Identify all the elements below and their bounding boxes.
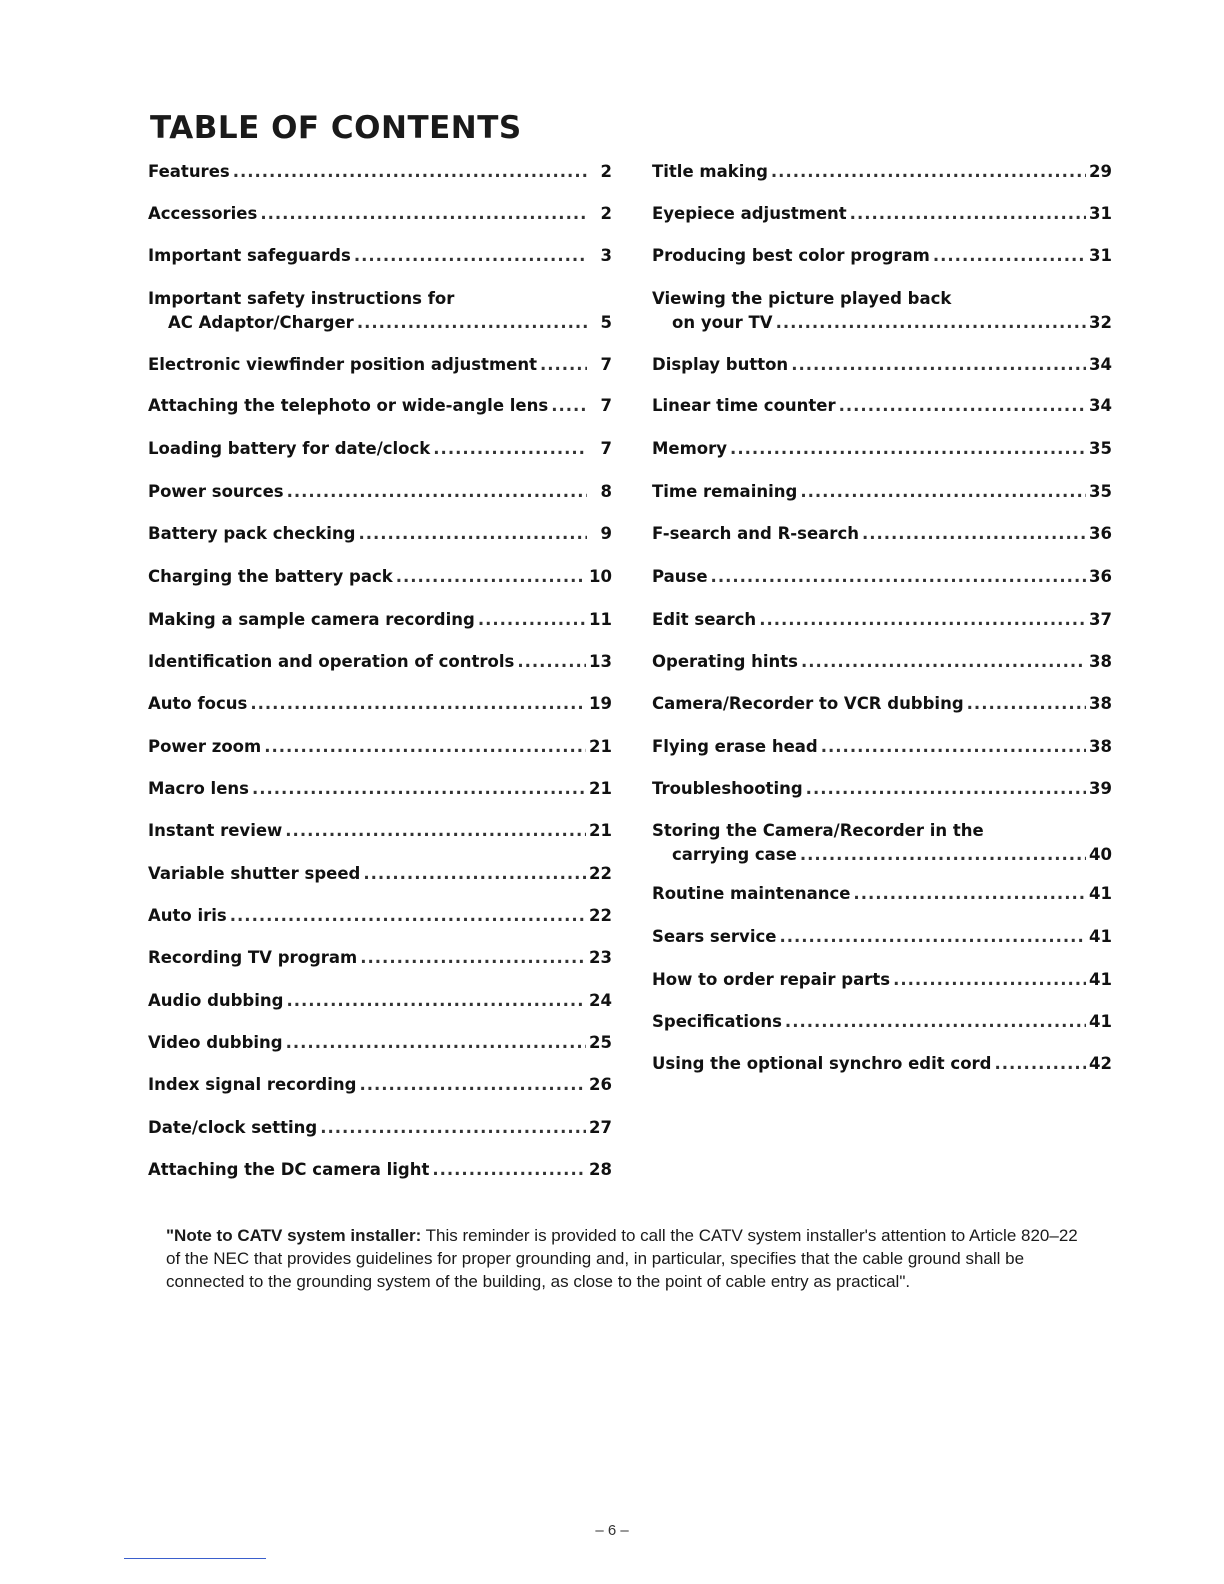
toc-entry [148,650,612,674]
toc-entry-title: Edit search [652,610,757,629]
toc-entry [652,160,1112,184]
toc-entry-line [148,480,612,504]
toc-entry-title: Features [148,162,230,181]
toc-entry-line [652,925,1112,949]
toc-entry-line [148,287,612,311]
toc-entry [148,1073,612,1097]
toc-entry-title: Specifications [652,1012,782,1031]
toc-entry-line [148,946,612,970]
toc-entry-line [148,1031,612,1055]
toc-entry-title: Attaching the DC camera light [148,1160,430,1179]
dot-leader [785,1010,1086,1034]
toc-entry-title: Video dubbing [148,1033,283,1052]
note-text: This reminder is provided to call the CATV system installer's attention to Article 820–22 of the NEC that provides guidelines for proper grounding and, in particular, specifies that the cable ground shall be connected to the grounding system of the building, as close to the point of cable entry as practical". [166,1226,1078,1291]
bottom-rule [124,1558,266,1559]
toc-entry-page: 22 [589,864,612,883]
toc-entry-page: 26 [589,1075,612,1094]
dot-leader [260,202,587,226]
dot-leader [287,480,587,504]
toc-entry-line [652,777,1112,801]
toc-entry-title: Sears service [652,927,777,946]
toc-entry-page: 41 [1089,884,1112,903]
toc-entry-title: Eyepiece adjustment [652,204,847,223]
toc-entry [148,819,612,843]
toc-entry-page: 38 [1089,737,1112,756]
toc-entry-title: Index signal recording [148,1075,357,1094]
dot-leader [711,565,1086,589]
toc-entry-page: 42 [1089,1054,1112,1073]
dot-leader [354,244,587,268]
toc-entry-title: Identification and operation of controls [148,652,515,671]
toc-entry-line [148,904,612,928]
toc-entry-page: 7 [600,396,612,415]
toc-entry [148,480,612,504]
toc-entry [652,202,1112,226]
toc-entry-page: 31 [1089,246,1112,265]
toc-entry-line [652,160,1112,184]
dot-leader [850,202,1086,226]
toc-entry-line [148,650,612,674]
toc-entry-title: carrying case [672,845,797,864]
toc-entry-title: Auto iris [148,906,227,925]
toc-entry-line [652,1052,1112,1076]
dot-leader [286,1031,586,1055]
page-title: TABLE OF CONTENTS [150,110,522,146]
toc-entry-page: 7 [600,439,612,458]
toc-entry-title: AC Adaptor/Charger [168,313,354,332]
toc-entry-line [148,394,612,418]
dot-leader [806,777,1086,801]
toc-entry-line [148,244,612,268]
toc-entry-title: F-search and R-search [652,524,859,543]
toc-entry-title: on your TV [672,313,773,332]
toc-entry-page: 2 [600,204,612,223]
toc-entry-line [652,244,1112,268]
toc-entry-title: Operating hints [652,652,799,671]
toc-entry-page: 38 [1089,694,1112,713]
toc-entry-title: Instant review [148,821,283,840]
toc-entry-title: Memory [652,439,728,458]
toc-entry-title: Important safety instructions for [148,289,455,308]
toc-entry [148,565,612,589]
note-label: "Note to CATV system installer: [166,1226,422,1245]
toc-entry-page: 5 [600,313,612,332]
toc-entry-title: Audio dubbing [148,991,284,1010]
toc-entry-title: Troubleshooting [652,779,803,798]
toc-entry-page: 39 [1089,779,1112,798]
toc-entry-line [652,480,1112,504]
toc-entry-line [652,819,1112,843]
toc-entry-page: 13 [589,652,612,671]
toc-entry-line [148,160,612,184]
toc-entry-title: Power zoom [148,737,262,756]
toc-entry-page: 41 [1089,927,1112,946]
toc-entry-line [148,202,612,226]
toc-entry [652,608,1112,632]
toc-entry-title: Accessories [148,204,258,223]
toc-entry-title: Time remaining [652,482,798,501]
dot-leader [994,1052,1086,1076]
dot-leader [862,522,1086,546]
toc-entry-line [148,862,612,886]
toc-entry [652,882,1112,906]
dot-leader [363,862,586,886]
toc-entry [148,287,612,335]
toc-entry-page: 22 [589,906,612,925]
toc-entry-title: Auto focus [148,694,248,713]
toc-entry [148,608,612,632]
toc-entry [652,394,1112,418]
toc-entry-line [148,353,612,377]
dot-leader [893,968,1086,992]
toc-entry [148,353,612,377]
toc-entry-line [148,522,612,546]
toc-entry-line [652,311,1112,335]
toc-entry [652,1052,1112,1076]
toc-entry [652,565,1112,589]
dot-leader [730,437,1086,461]
dot-leader [250,692,586,716]
toc-entry-page: 32 [1089,313,1112,332]
dot-leader [776,311,1086,335]
toc-entry-page: 7 [600,355,612,374]
toc-entry-line [148,1073,612,1097]
dot-leader [517,650,586,674]
toc-entry [652,692,1112,716]
toc-entry-page: 23 [589,948,612,967]
toc-entry-title: Producing best color program [652,246,930,265]
toc-entry-page: 27 [589,1118,612,1137]
toc-entry-line [148,692,612,716]
toc-entry-title: Electronic viewfinder position adjustment [148,355,537,374]
toc-entry-page: 19 [589,694,612,713]
catv-note [166,1224,1086,1293]
toc-entry-page: 28 [589,1160,612,1179]
toc-entry-page: 36 [1089,524,1112,543]
toc-entry [148,1158,612,1182]
toc-entry-page: 36 [1089,567,1112,586]
toc-entry-title: Linear time counter [652,396,836,415]
dot-leader [791,353,1086,377]
toc-entry [652,437,1112,461]
dot-leader [771,160,1086,184]
dot-leader [358,522,587,546]
toc-entry-line [148,1158,612,1182]
toc-entry [652,925,1112,949]
toc-entry-page: 41 [1089,1012,1112,1031]
toc-entry-line [652,735,1112,759]
toc-entry-title: How to order repair parts [652,970,891,989]
toc-entry [148,692,612,716]
toc-entry-line [652,650,1112,674]
toc-entry-title: Date/clock setting [148,1118,318,1137]
toc-entry [148,160,612,184]
toc-entry [148,394,612,418]
dot-leader [433,437,587,461]
toc-entry-page: 34 [1089,355,1112,374]
toc-entry-line [148,565,612,589]
dot-leader [233,160,587,184]
dot-leader [821,735,1086,759]
toc-entry-page: 31 [1089,204,1112,223]
toc-entry-title: Important safeguards [148,246,351,265]
toc-entry-page: 9 [600,524,612,543]
dot-leader [478,608,586,632]
dot-leader [230,904,586,928]
toc-entry [652,650,1112,674]
toc-entry-title: Charging the battery pack [148,567,393,586]
toc-entry-page: 41 [1089,970,1112,989]
dot-leader [853,882,1086,906]
toc-entry [652,735,1112,759]
toc-entry-title: Macro lens [148,779,249,798]
dot-leader [540,353,587,377]
toc-entry-title: Viewing the picture played back [652,289,952,308]
toc-entry [148,244,612,268]
toc-entry-page: 2 [600,162,612,181]
toc-entry-page: 21 [589,779,612,798]
toc-entry [652,353,1112,377]
toc-entry-line [148,608,612,632]
toc-entry [652,287,1112,335]
toc-entry-title: Storing the Camera/Recorder in the [652,821,984,840]
toc-entry [148,989,612,1013]
toc-entry-title: Attaching the telephoto or wide-angle lens [148,396,549,415]
toc-entry-title: Recording TV program [148,948,358,967]
toc-entry-page: 3 [600,246,612,265]
toc-entry-title: Loading battery for date/clock [148,439,431,458]
dot-leader [285,819,586,843]
toc-entry [148,1031,612,1055]
toc-entry-line [652,1010,1112,1034]
toc-entry-line [652,565,1112,589]
toc-entry [148,1116,612,1140]
toc-entry-line [148,989,612,1013]
toc-entry-line [148,735,612,759]
toc-entry-line [148,819,612,843]
toc-entry [652,522,1112,546]
toc-entry-title: Routine maintenance [652,884,851,903]
dot-leader [252,777,586,801]
toc-entry-line [652,437,1112,461]
toc-entry-line [652,394,1112,418]
toc-entry-page: 34 [1089,396,1112,415]
toc-entry-title: Flying erase head [652,737,818,756]
toc-entry-page: 38 [1089,652,1112,671]
dot-leader [360,946,586,970]
toc-entry-page: 21 [589,737,612,756]
toc-entry-title: Display button [652,355,789,374]
toc-entry-page: 21 [589,821,612,840]
toc-entry-line [652,608,1112,632]
toc-entry-page: 35 [1089,439,1112,458]
toc-entry [148,904,612,928]
toc-entry-page: 24 [589,991,612,1010]
page-number-footer: – 6 – [595,1522,629,1539]
toc-entry-title: Battery pack checking [148,524,356,543]
dot-leader [396,565,586,589]
dot-leader [432,1158,586,1182]
toc-entry [652,480,1112,504]
toc-entry-page: 11 [589,610,612,629]
toc-entry-line [652,968,1112,992]
toc-entry [148,202,612,226]
toc-entry-title: Camera/Recorder to VCR dubbing [652,694,964,713]
dot-leader [779,925,1086,949]
toc-entry-line [148,437,612,461]
dot-leader [264,735,586,759]
dot-leader [359,1073,586,1097]
dot-leader [357,311,587,335]
toc-entry-line [652,843,1112,867]
toc-entry-title: Variable shutter speed [148,864,361,883]
toc-entry-line [652,882,1112,906]
toc-entry [652,1010,1112,1034]
dot-leader [800,480,1086,504]
toc-entry-page: 25 [589,1033,612,1052]
dot-leader [839,394,1086,418]
toc-entry [148,522,612,546]
toc-entry [148,735,612,759]
toc-entry-line [652,692,1112,716]
dot-leader [933,244,1086,268]
toc-entry-page: 8 [600,482,612,501]
toc-entry-line [652,202,1112,226]
toc-entry [652,968,1112,992]
toc-entry-line [148,777,612,801]
dot-leader [967,692,1086,716]
toc-entry-line [148,1116,612,1140]
toc-entry-line [652,522,1112,546]
toc-entry-page: 35 [1089,482,1112,501]
dot-leader [759,608,1086,632]
toc-entry [148,437,612,461]
toc-entry [148,777,612,801]
toc-entry-page: 10 [589,567,612,586]
dot-leader [801,650,1086,674]
toc-entry [148,946,612,970]
toc-entry [148,862,612,886]
toc-entry [652,777,1112,801]
toc-entry-page: 37 [1089,610,1112,629]
toc-entry-title: Pause [652,567,708,586]
toc-entry-title: Making a sample camera recording [148,610,475,629]
dot-leader [800,843,1086,867]
toc-entry-title: Using the optional synchro edit cord [652,1054,992,1073]
toc-entry [652,819,1112,867]
toc-entry-line [148,311,612,335]
toc-entry-page: 40 [1089,845,1112,864]
toc-entry-line [652,287,1112,311]
dot-leader [551,394,587,418]
toc-entry-title: Power sources [148,482,284,501]
toc-entry-page: 29 [1089,162,1112,181]
dot-leader [320,1116,586,1140]
dot-leader [286,989,586,1013]
toc-entry-line [652,353,1112,377]
toc-entry [652,244,1112,268]
toc-entry-title: Title making [652,162,768,181]
